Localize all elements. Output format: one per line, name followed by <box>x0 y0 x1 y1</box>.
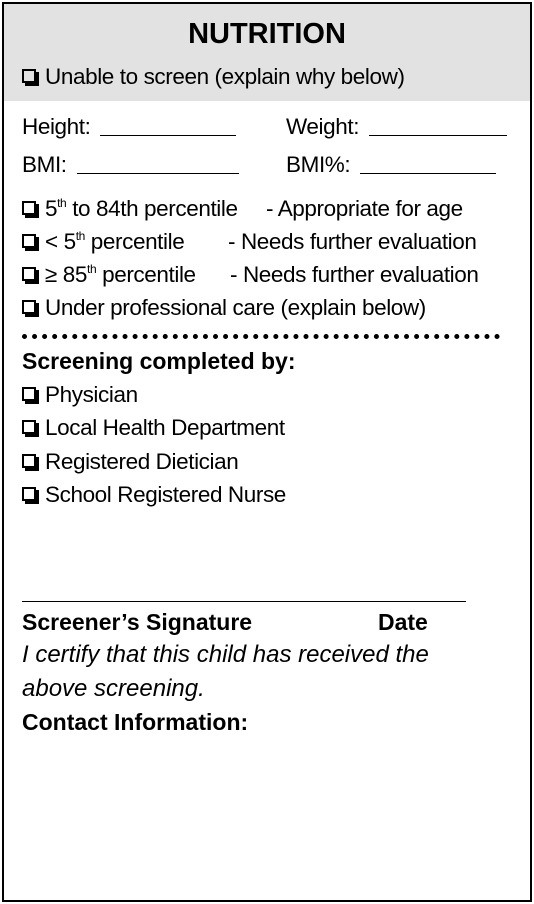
screening-heading: Screening completed by: <box>22 348 296 374</box>
contact-label: Contact Information: <box>22 709 249 735</box>
checkbox-icon[interactable] <box>22 234 36 248</box>
checkbox-icon[interactable] <box>22 267 36 281</box>
weight-blank[interactable] <box>369 117 507 136</box>
height-field[interactable] <box>22 116 236 139</box>
bmi-percent-field[interactable] <box>286 154 496 177</box>
checkbox-icon[interactable] <box>22 487 36 501</box>
bmi-field[interactable] <box>22 154 239 177</box>
bmi-percent-label: BMI%: <box>286 152 351 177</box>
percentile-note-low: - Needs further evaluation <box>228 229 477 254</box>
form-title: NUTRITION <box>188 18 346 50</box>
date-label: Date <box>378 609 428 635</box>
bmi-percent-blank[interactable] <box>360 155 496 174</box>
weight-label: Weight: <box>286 114 360 139</box>
screener-option-nurse[interactable]: School Registered Nurse <box>22 484 286 507</box>
nutrition-form-card <box>2 2 532 902</box>
bmi-blank[interactable] <box>77 155 239 174</box>
checkbox-icon[interactable] <box>22 387 36 401</box>
percentile-option-low[interactable]: < 5th percentile <box>22 231 184 254</box>
unable-to-screen-label: Unable to screen (explain why below) <box>45 64 405 89</box>
checkbox-icon[interactable] <box>22 300 36 314</box>
screener-option-physician[interactable]: Physician <box>22 384 138 407</box>
checkbox-icon[interactable] <box>22 201 36 215</box>
height-blank[interactable] <box>100 117 236 136</box>
checkbox-icon[interactable] <box>22 420 36 434</box>
certify-text-line2: above screening. <box>22 675 205 702</box>
height-label: Height: <box>22 114 91 139</box>
form-header <box>4 4 530 101</box>
percentile-option-normal[interactable]: 5th to 84th percentile <box>22 198 238 221</box>
checkbox-icon[interactable] <box>22 454 36 468</box>
under-care-option[interactable]: Under professional care (explain below) <box>22 297 426 320</box>
screener-option-health-dept[interactable]: Local Health Department <box>22 417 285 440</box>
signature-line[interactable] <box>22 601 466 602</box>
percentile-note-normal: - Appropriate for age <box>266 196 463 221</box>
certify-text-line1: I certify that this child has received the <box>22 641 429 668</box>
percentile-note-high: - Needs further evaluation <box>230 262 479 287</box>
dotted-divider <box>22 334 500 339</box>
signature-label: Screener’s Signature <box>22 609 253 635</box>
percentile-option-high[interactable]: ≥ 85th percentile <box>22 264 196 287</box>
unable-to-screen-option[interactable] <box>22 66 405 89</box>
screener-option-dietician[interactable]: Registered Dietician <box>22 451 238 474</box>
checkbox-icon[interactable] <box>22 69 36 83</box>
bmi-label: BMI: <box>22 152 67 177</box>
weight-field[interactable] <box>286 116 507 139</box>
